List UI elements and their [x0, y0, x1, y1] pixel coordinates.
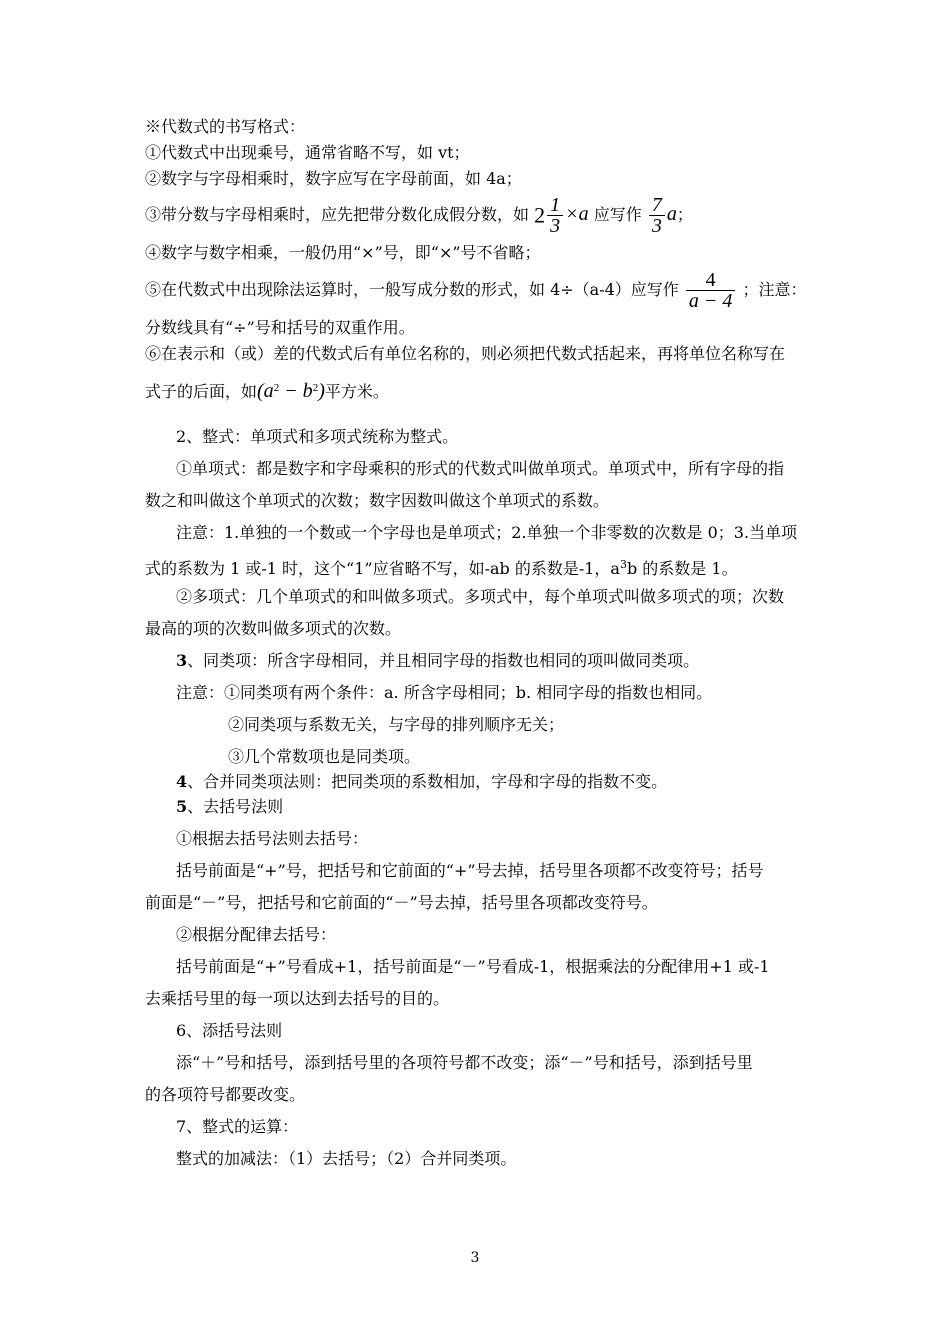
- section-heading: [176, 772, 667, 792]
- fraction-numerator: 1: [550, 194, 561, 216]
- section-number: 5: [176, 797, 188, 816]
- text-line: 的各项符号都要改变。: [145, 1085, 306, 1104]
- text-line: 去乘括号里的每一项以达到去括号的目的。: [145, 989, 450, 1008]
- text-line-mixed-fraction: [145, 192, 693, 238]
- variable-a: a: [666, 203, 677, 225]
- text-span: 、去括号法则: [187, 797, 284, 816]
- text-line: ②多项式：几个单项式的和叫做多项式。多项式中，每个单项式叫做多项式的项；次数: [176, 587, 785, 606]
- text-span: 式子的后面，如: [145, 382, 258, 401]
- text-line: 括号前面是“+”号，把括号和它前面的“+”号去掉，括号里各项都不改变符号；括号: [176, 861, 764, 880]
- section-heading: [176, 797, 283, 817]
- text-line: ③几个常数项也是同类项。: [228, 747, 421, 766]
- fraction-numerator: 4: [705, 269, 716, 291]
- text-line: ※代数式的书写格式：: [145, 117, 306, 136]
- text-span: 式的系数为 1 或-1 时，这个“1”应省略不写，如-ab 的系数是-1，a: [145, 559, 620, 578]
- section-heading: 7、整式的运算：: [176, 1117, 299, 1136]
- text-line: ①代数式中出现乘号，通常省略不写，如 vt；: [145, 143, 470, 162]
- text-span: ⑤在代数式中出现除法运算时，一般写成分数的形式，如 4÷（a-4）应写作: [145, 280, 679, 299]
- text-line: ①单项式：都是数字和字母乘积的形式的代数式叫做单项式。单项式中，所有字母的指: [176, 459, 785, 478]
- section-number: 3: [176, 651, 188, 670]
- text-line: 数之和叫做这个单项式的次数；数字因数叫做这个单项式的系数。: [145, 491, 610, 510]
- text-line: ②根据分配律去括号：: [176, 925, 337, 944]
- page-number: 3: [470, 1250, 480, 1266]
- text-span: 、合并同类项法则：把同类项的系数相加，字母和字母的指数不变。: [187, 772, 668, 791]
- fraction-one-third: [547, 195, 563, 236]
- text-line: 注意：①同类项有两个条件：a. 所含字母相同；b. 相同字母的指数也相同。: [176, 683, 713, 702]
- text-line: ④数字与数字相乘，一般仍用“×”号，即“×”号不省略；: [145, 243, 541, 262]
- text-line: ②同类项与系数无关，与字母的排列顺序无关；: [228, 715, 565, 734]
- text-line: 添“＋”号和括号，添到括号里的各项符号都不改变；添“－”号和括号，添到括号里: [176, 1053, 753, 1072]
- fraction-4-over-a-minus-4: [686, 270, 736, 311]
- text-line: [145, 555, 738, 579]
- exponent: 3: [619, 558, 627, 571]
- expression-a2-minus-b2: [257, 380, 325, 402]
- section-number: 4: [176, 772, 188, 791]
- text-line: 分数线具有“÷”号和括号的双重作用。: [145, 318, 415, 337]
- section-heading: 2、整式：单项式和多项式统称为整式。: [176, 427, 459, 446]
- text-span: ③带分数与字母相乘时，应先把带分数化成假分数，如: [145, 205, 530, 224]
- exponent: 2: [273, 382, 280, 394]
- expr-part: − b: [279, 380, 313, 402]
- text-line: 前面是“－”号，把括号和它前面的“－”号去掉，括号里各项都改变符号。: [145, 893, 658, 912]
- text-line-division-fraction: [145, 266, 807, 314]
- text-span: 、同类项：所含字母相同，并且相同字母的指数也相同的项叫做同类项。: [187, 651, 700, 670]
- text-span: ；注意：: [742, 280, 807, 299]
- mixed-number-whole: 2: [534, 202, 546, 228]
- fraction-denominator: 3: [547, 215, 563, 236]
- text-line: ⑥在表示和（或）差的代数式后有单位名称的，则必须把代数式括起来，再将单位名称写在: [145, 344, 786, 363]
- expr-part: (a: [257, 380, 274, 402]
- text-line: ①根据去括号法则去括号：: [176, 829, 369, 848]
- text-line: ②数字与字母相乘时，数字应写在字母前面，如 4a；: [145, 169, 522, 188]
- fraction-denominator: 3: [649, 215, 665, 236]
- times-a: ×a: [565, 203, 589, 225]
- expr-part: ): [318, 380, 325, 402]
- fraction-seven-thirds: [649, 195, 665, 236]
- text-line-parenthesized-expression: [145, 376, 389, 404]
- text-span: 应写作: [593, 205, 642, 224]
- fraction-denominator: a − 4: [686, 290, 736, 311]
- section-heading: [176, 651, 699, 671]
- section-heading: 6、添括号法则: [176, 1021, 283, 1040]
- fraction-numerator: 7: [651, 194, 662, 216]
- exponent: 2: [312, 382, 319, 394]
- text-line: 括号前面是“+”号看成+1，括号前面是“－”号看成-1，根据乘法的分配律用+1 或-1: [176, 957, 770, 976]
- text-line: 最高的项的次数叫做多项式的次数。: [145, 619, 402, 638]
- text-line: 整式的加减法：（1）去括号；（2）合并同类项。: [176, 1149, 517, 1168]
- text-span: ；: [676, 205, 693, 224]
- text-span: b 的系数是 1。: [626, 559, 738, 578]
- text-line: 注意：1.单独的一个数或一个字母也是单项式；2.单独一个非零数的次数是 0；3.当单项: [176, 523, 798, 542]
- text-span: 平方米。: [324, 382, 389, 401]
